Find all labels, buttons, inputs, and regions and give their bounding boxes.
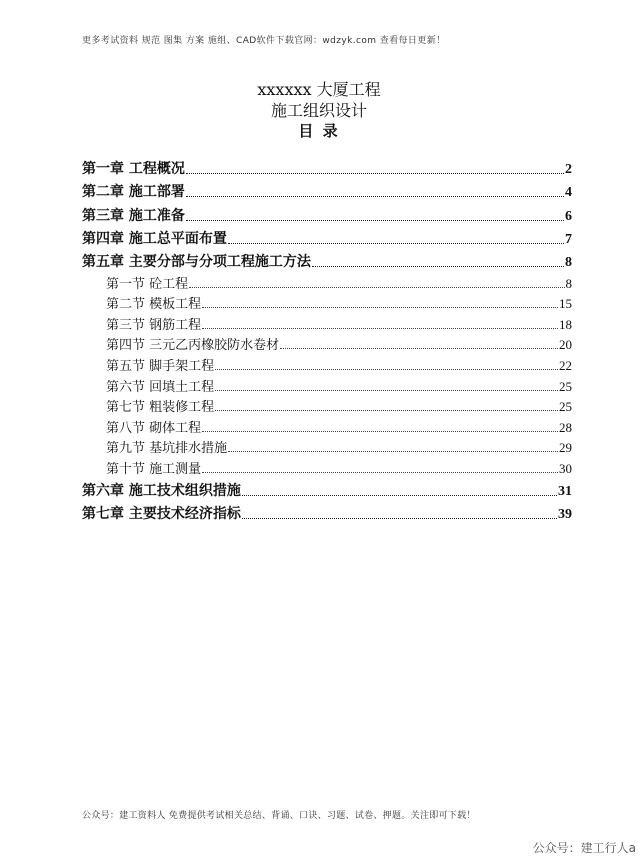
toc-page-number: 8 — [565, 275, 572, 291]
toc-entry-label: 第三节 钢筋工程 — [106, 317, 202, 333]
footer-note: 公众号：建工资料人 免费提供考试相关总结、背诵、口诀、习题、试卷、押题。关注即可下载！ — [82, 811, 476, 821]
toc-leader-dots — [186, 220, 564, 221]
toc-entry-label: 第五章 主要分部与分项工程施工方法 — [82, 253, 311, 270]
toc-heading: 目 录 — [298, 122, 340, 140]
watermark: 公众号：建工行人a — [532, 841, 636, 855]
toc-page-number: 29 — [559, 440, 572, 456]
toc-entry-label: 第七章 主要技术经济指标 — [82, 506, 241, 523]
toc-page-number: 28 — [559, 419, 572, 435]
toc-leader-dots — [312, 266, 564, 267]
toc-section-row[interactable] — [82, 271, 572, 292]
toc-leader-dots — [280, 348, 558, 349]
toc-chapter-row[interactable] — [82, 201, 572, 224]
toc-leader-dots — [202, 431, 558, 432]
toc-page-number: 18 — [559, 316, 572, 332]
toc-leader-dots — [215, 390, 558, 391]
toc-leader-dots — [228, 451, 558, 452]
toc-leader-dots — [242, 495, 557, 496]
toc-entry-label: 第五节 脚手架工程 — [106, 358, 215, 374]
toc-leader-dots — [189, 287, 564, 288]
toc-section-row[interactable] — [82, 395, 572, 416]
toc-entry-label: 第一章 工程概况 — [82, 161, 185, 178]
toc-page-number: 7 — [565, 231, 572, 247]
toc-section-row[interactable] — [82, 374, 572, 395]
toc-page-number: 8 — [565, 254, 572, 270]
toc-page-number: 6 — [565, 208, 572, 224]
toc-entry-label: 第十节 施工测量 — [106, 461, 202, 477]
toc-page-number: 4 — [565, 185, 572, 201]
toc-section-row[interactable] — [82, 333, 572, 354]
toc-chapter-row[interactable] — [82, 225, 572, 248]
project-title: xxxxxx 大厦工程 — [257, 80, 381, 99]
toc-entry-label: 第八节 砌体工程 — [106, 420, 202, 436]
table-of-contents — [82, 155, 572, 523]
toc-entry-label: 第一节 砼工程 — [106, 276, 189, 292]
toc-chapter-row[interactable] — [82, 477, 572, 500]
toc-entry-label: 第二章 施工部署 — [82, 184, 185, 201]
header-note: 更多考试资料 规范 图集 方案 施组、CAD软件下载官网：wdzyk.com 查看每日更新！ — [82, 36, 446, 46]
toc-leader-dots — [202, 307, 558, 308]
document-title: 施工组织设计 — [270, 101, 367, 120]
toc-page-number: 25 — [559, 378, 572, 394]
toc-section-row[interactable] — [82, 456, 572, 477]
toc-entry-label: 第九节 基坑排水措施 — [106, 441, 228, 457]
toc-entry-label: 第二节 模板工程 — [106, 297, 202, 313]
toc-page-number: 15 — [559, 296, 572, 312]
toc-entry-label: 第三章 施工准备 — [82, 207, 185, 224]
toc-leader-dots — [186, 196, 564, 197]
toc-entry-label: 第六节 回填土工程 — [106, 379, 215, 395]
toc-entry-label: 第六章 施工技术组织措施 — [82, 483, 241, 500]
toc-page-number: 30 — [559, 460, 572, 476]
toc-page-number: 20 — [559, 337, 572, 353]
toc-section-row[interactable] — [82, 312, 572, 333]
toc-leader-dots — [215, 369, 558, 370]
toc-chapter-row[interactable] — [82, 178, 572, 201]
toc-chapter-row[interactable] — [82, 155, 572, 178]
toc-leader-dots — [202, 328, 558, 329]
toc-section-row[interactable] — [82, 353, 572, 374]
toc-page-number: 25 — [559, 399, 572, 415]
toc-chapter-row[interactable] — [82, 500, 572, 523]
toc-leader-dots — [202, 472, 558, 473]
toc-entry-label: 第七节 粗装修工程 — [106, 400, 215, 416]
toc-page-number: 31 — [558, 484, 572, 500]
toc-leader-dots — [228, 243, 564, 244]
toc-leader-dots — [186, 173, 564, 174]
toc-section-row[interactable] — [82, 292, 572, 313]
toc-page-number: 22 — [559, 357, 572, 373]
toc-entry-label: 第四章 施工总平面布置 — [82, 230, 227, 247]
toc-chapter-row[interactable] — [82, 248, 572, 271]
toc-leader-dots — [215, 410, 558, 411]
toc-leader-dots — [242, 518, 557, 519]
toc-entry-label: 第四节 三元乙丙橡胶防水卷材 — [106, 338, 280, 354]
toc-page-number: 2 — [565, 162, 572, 178]
toc-section-row[interactable] — [82, 436, 572, 457]
toc-section-row[interactable] — [82, 415, 572, 436]
toc-page-number: 39 — [558, 507, 572, 523]
